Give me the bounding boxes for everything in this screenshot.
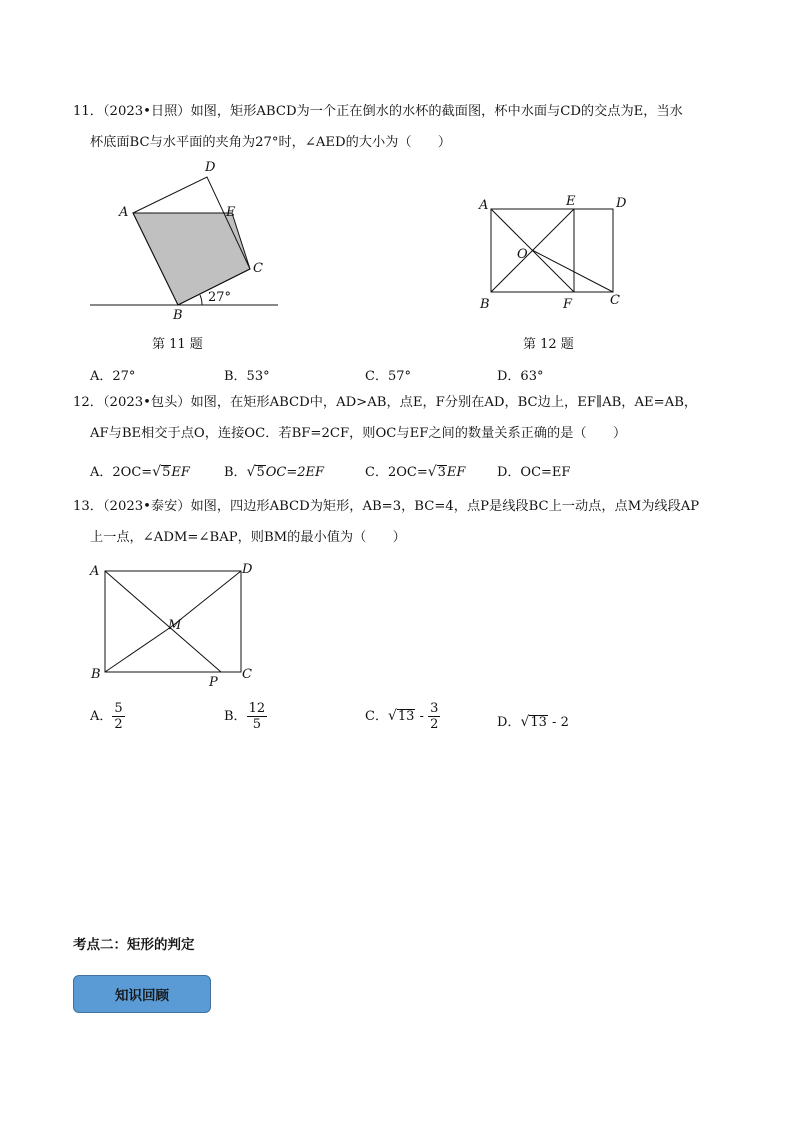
label-B: B [91,667,101,682]
label-B: B [173,308,183,323]
q12-c-suffix: EF [446,465,466,480]
q12-option-c[interactable] [365,461,465,480]
q11-option-d[interactable]: D．63° [497,369,544,384]
q13-line1: 13．（2023•泰安）如图，四边形ABCD为矩形，AB=3，BC=4，点P是线段BC上一动点，点M为线段AP [73,499,700,514]
q13-c-numerator: 3 [430,701,439,716]
segment-OC [532,250,613,292]
label-D: D [616,196,627,211]
q12-c-radicand: 3 [437,465,446,480]
label-B: B [480,297,490,312]
fig11-caption: 第 11 题 [152,337,203,352]
q13-option-d[interactable] [497,711,569,730]
q13-b-fraction [247,701,268,732]
segment-DM [171,571,241,627]
q12-line2: AF与BE相交于点O，连接OC．若BF=2CF，则OC与EF之间的数量关系正确的是（ ） [90,426,627,441]
q12-a-radicand: 5 [162,465,171,480]
label-C: C [253,261,263,276]
q11-option-a[interactable]: A．27° [90,369,136,384]
q11-line1: 11．（2023•日照）如图，矩形ABCD为一个正在倒水的水杯的截面图，杯中水面与CD的交点为E，当水 [73,104,683,119]
angle-label: 27° [208,290,232,305]
label-F: F [563,297,573,312]
segment-AP [105,571,221,672]
q13-d-radicand: 13 [530,715,547,730]
q13-line2: 上一点，∠ADM=∠BAP，则BM的最小值为（ ） [90,530,406,545]
q13-d-label: D． [497,715,521,730]
q13-d-suffix: - 2 [547,715,569,730]
q11-line2: 杯底面BC与水平面的夹角为27°时，∠AED的大小为（ ） [90,135,452,150]
q12-b-radicand: 5 [256,465,265,480]
q11-option-c[interactable]: C．57° [365,369,411,384]
q12-option-a[interactable] [90,461,190,480]
q13-c-denominator: 2 [430,717,439,732]
label-A: A [119,205,129,220]
figure-13 [84,558,264,693]
sqrt-icon: √ [520,714,530,730]
label-A: A [90,564,100,579]
q12-b-suffix: OC=2EF [265,465,325,480]
label-A: A [479,198,489,213]
q12-option-d[interactable]: D．OC=EF [497,465,571,480]
water-region [133,213,250,305]
q12-a-suffix: EF [171,465,190,480]
label-E: E [226,205,236,220]
label-O: O [517,247,528,262]
q11-option-b[interactable]: B．53° [224,369,270,384]
sqrt-icon: √ [246,464,256,480]
q13-c-fraction [428,701,440,732]
label-C: C [242,667,252,682]
rectangle-ABCD [491,209,613,292]
q13-b-label: B． [224,709,247,724]
knowledge-review-button[interactable]: 知识回顾 [73,975,211,1013]
q12-a-prefix: A．2OC= [90,465,153,480]
label-C: C [610,293,620,308]
q13-b-denominator: 5 [252,717,261,732]
angle-arc [200,295,202,305]
figure-11 [80,158,300,328]
q12-option-b[interactable] [224,461,324,480]
q13-a-fraction [112,701,124,732]
q13-c-minus: - [415,709,429,724]
sqrt-icon: √ [427,464,437,480]
q13-option-a[interactable] [90,701,125,732]
q13-a-label: A． [90,709,113,724]
q13-a-denominator: 2 [114,717,123,732]
fig12-caption: 第 12 题 [523,337,574,352]
q12-line1: 12．（2023•包头）如图，在矩形ABCD中，AD>AB，点E，F分别在AD，BC边上，EF∥AB，AE=AB， [73,395,698,410]
sqrt-icon: √ [152,464,162,480]
q13-option-c[interactable] [365,701,440,732]
q13-c-radicand: 13 [397,709,415,724]
q13-option-b[interactable] [224,701,267,732]
segment-BM [105,627,171,672]
q13-a-numerator: 5 [114,701,123,716]
q12-b-prefix: B． [224,465,247,480]
section-heading: 考点二：矩形的判定 [73,937,195,953]
q13-b-numerator: 12 [248,701,266,716]
label-M: M [168,618,182,633]
figure-12 [470,186,640,321]
q13-c-label: C． [365,709,388,724]
sqrt-icon: √ [387,708,397,724]
label-D: D [205,160,216,175]
label-P: P [209,675,218,690]
label-E: E [566,194,576,209]
label-D: D [242,562,253,577]
q12-c-prefix: C．2OC= [365,465,428,480]
